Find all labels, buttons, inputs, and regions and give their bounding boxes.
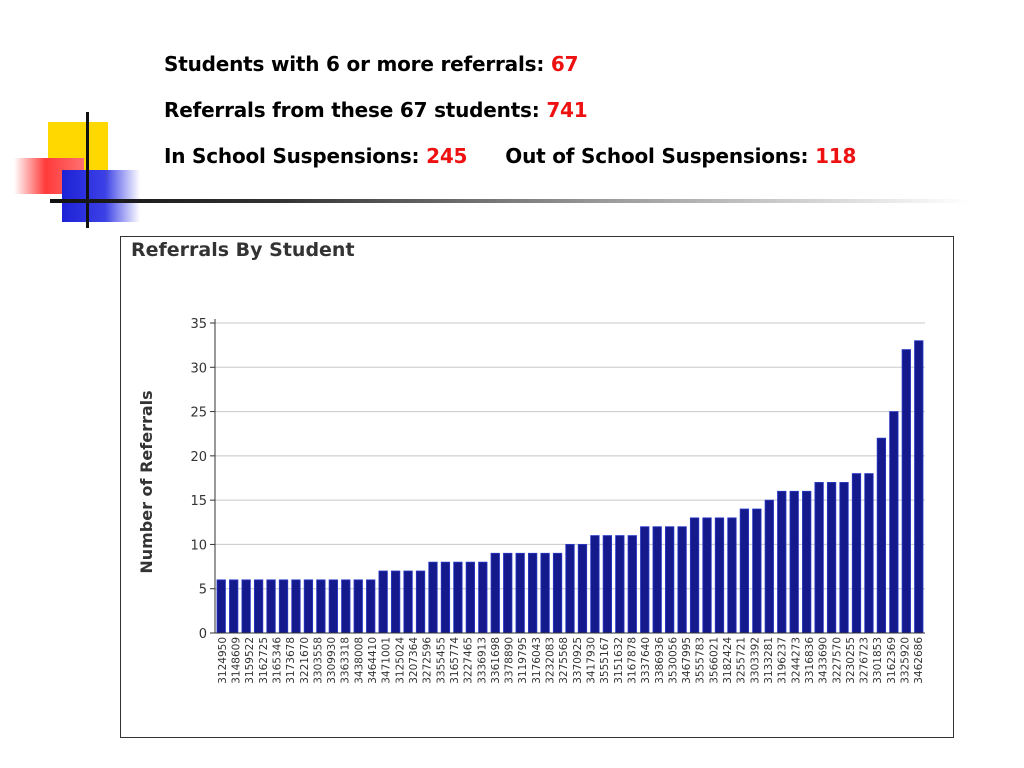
x-tick-label: 3272596 [421,637,434,684]
bar [566,544,574,633]
x-tick-label: 3165346 [271,637,284,684]
bar [890,412,898,633]
bar [915,341,923,633]
bar [616,536,624,633]
y-tick-label: 10 [190,538,207,554]
y-tick-label: 15 [190,494,207,510]
y-tick-label: 20 [190,449,207,465]
x-tick-label: 3386936 [653,637,666,684]
bar [479,562,487,633]
referrals-bar-chart [121,237,953,737]
x-tick-label: 3433690 [817,637,830,684]
y-tick-label: 0 [198,627,207,642]
bar [778,491,786,633]
decor-blue-square [62,170,140,222]
x-tick-label: 3467995 [681,637,694,684]
bar [665,527,673,633]
x-tick-label: 3337640 [640,637,653,684]
x-tick-label: 3555783 [694,637,707,684]
stat-label: Referrals from these 67 students: [164,98,540,122]
bar [591,536,599,633]
bar [715,518,723,633]
bar [740,509,748,633]
bar [790,491,798,633]
bar [342,580,350,633]
x-tick-label: 3176043 [530,637,543,684]
bars [217,341,923,633]
stat-value: 741 [546,98,588,122]
bar [429,562,437,633]
bar [329,580,337,633]
y-tick-label: 25 [190,405,207,421]
bar [304,580,312,633]
bar [728,518,736,633]
bar [379,571,387,633]
bar [317,580,325,633]
x-tick-label: 3133281 [762,637,775,684]
bar [902,350,910,633]
y-ticks [190,317,215,642]
bar [267,580,275,633]
bar [516,553,524,633]
bar [877,438,885,633]
x-tick-label: 3471001 [380,637,393,684]
bar [541,553,549,633]
x-tick-label: 3124950 [216,637,229,684]
x-tick-label: 3151632 [612,637,625,684]
x-tick-label: 3275568 [558,637,571,684]
x-tick-label: 3530056 [667,637,680,684]
bar [491,553,499,633]
bar [242,580,250,633]
x-tick-label: 3148609 [230,637,243,684]
chart-title: Referrals By Student [131,239,355,261]
x-tick-label: 3196237 [776,637,789,684]
y-tick-label: 30 [190,361,207,377]
bar [528,553,536,633]
bar [503,553,511,633]
bar [753,509,761,633]
bar [653,527,661,633]
bar [802,491,810,633]
bar [391,571,399,633]
x-tick-label: 3230255 [844,637,857,684]
bar [603,536,611,633]
x-tick-label: 3162725 [257,637,270,684]
x-tick-label: 3464410 [367,637,380,684]
x-tick-label: 3378890 [503,637,516,684]
x-tick-label: 3165774 [448,637,461,684]
bar [466,562,474,633]
bar [852,474,860,633]
decor-horizontal-rule [50,199,970,203]
bar [279,580,287,633]
bar [229,580,237,633]
x-tick-label: 3417930 [585,637,598,684]
x-tick-label: 3221670 [298,637,311,684]
x-ticks [217,637,925,684]
bar [254,580,262,633]
x-tick-label: 3438008 [353,637,366,684]
oss-label: Out of School Suspensions: [505,144,809,168]
y-tick-label: 5 [198,582,207,598]
x-tick-label: 3309930 [326,637,339,684]
bar [404,571,412,633]
stat-referrals-from-students [164,98,587,122]
bar [416,571,424,633]
x-tick-label: 3355455 [435,637,448,684]
bar [217,580,225,633]
x-tick-label: 3276723 [858,637,871,684]
chart-panel [120,236,954,738]
x-tick-label: 3363318 [339,637,352,684]
bar [454,562,462,633]
x-tick-label: 3303392 [749,637,762,684]
decor-vertical-line [86,112,89,228]
x-tick-label: 3227465 [462,637,475,684]
x-tick-label: 3232083 [544,637,557,684]
x-tick-label: 3370925 [571,637,584,684]
bar [628,536,636,633]
iss-label: In School Suspensions: [164,144,420,168]
stat-label: Students with 6 or more referrals: [164,52,545,76]
x-tick-label: 3462686 [913,637,926,684]
bar [366,580,374,633]
x-tick-label: 3119795 [517,637,530,684]
bar [865,474,873,633]
bar [703,518,711,633]
x-tick-label: 3566021 [708,637,721,684]
y-axis-label: Number of Referrals [137,390,156,574]
bar [827,482,835,633]
stat-students-with-referrals [164,52,578,76]
bar [292,580,300,633]
bar [641,527,649,633]
x-tick-label: 3555167 [599,637,612,684]
x-tick-label: 3361698 [489,637,502,684]
x-tick-label: 3162369 [885,637,898,684]
stat-suspensions [164,144,856,168]
x-tick-label: 3173678 [285,637,298,684]
stat-value: 67 [550,52,579,76]
x-tick-label: 3244273 [790,637,803,684]
bar [553,553,561,633]
x-tick-label: 3316836 [803,637,816,684]
bar [690,518,698,633]
iss-value: 245 [426,144,468,168]
x-tick-label: 3336913 [476,637,489,684]
bar [678,527,686,633]
x-tick-label: 3227570 [831,637,844,684]
bar [840,482,848,633]
x-tick-label: 3207364 [407,637,420,684]
oss-value: 118 [815,144,857,168]
bar [354,580,362,633]
bar [441,562,449,633]
x-tick-label: 3159522 [244,637,257,684]
x-tick-label: 3125024 [394,637,407,684]
bar [815,482,823,633]
y-tick-label: 35 [190,317,207,332]
bar [765,500,773,633]
x-tick-label: 3325920 [899,637,912,684]
x-tick-label: 3255721 [735,637,748,684]
bar [578,544,586,633]
x-tick-label: 3167878 [626,637,639,684]
x-tick-label: 3303558 [312,637,325,684]
x-tick-label: 3182424 [722,637,735,684]
x-tick-label: 3301853 [872,637,885,684]
